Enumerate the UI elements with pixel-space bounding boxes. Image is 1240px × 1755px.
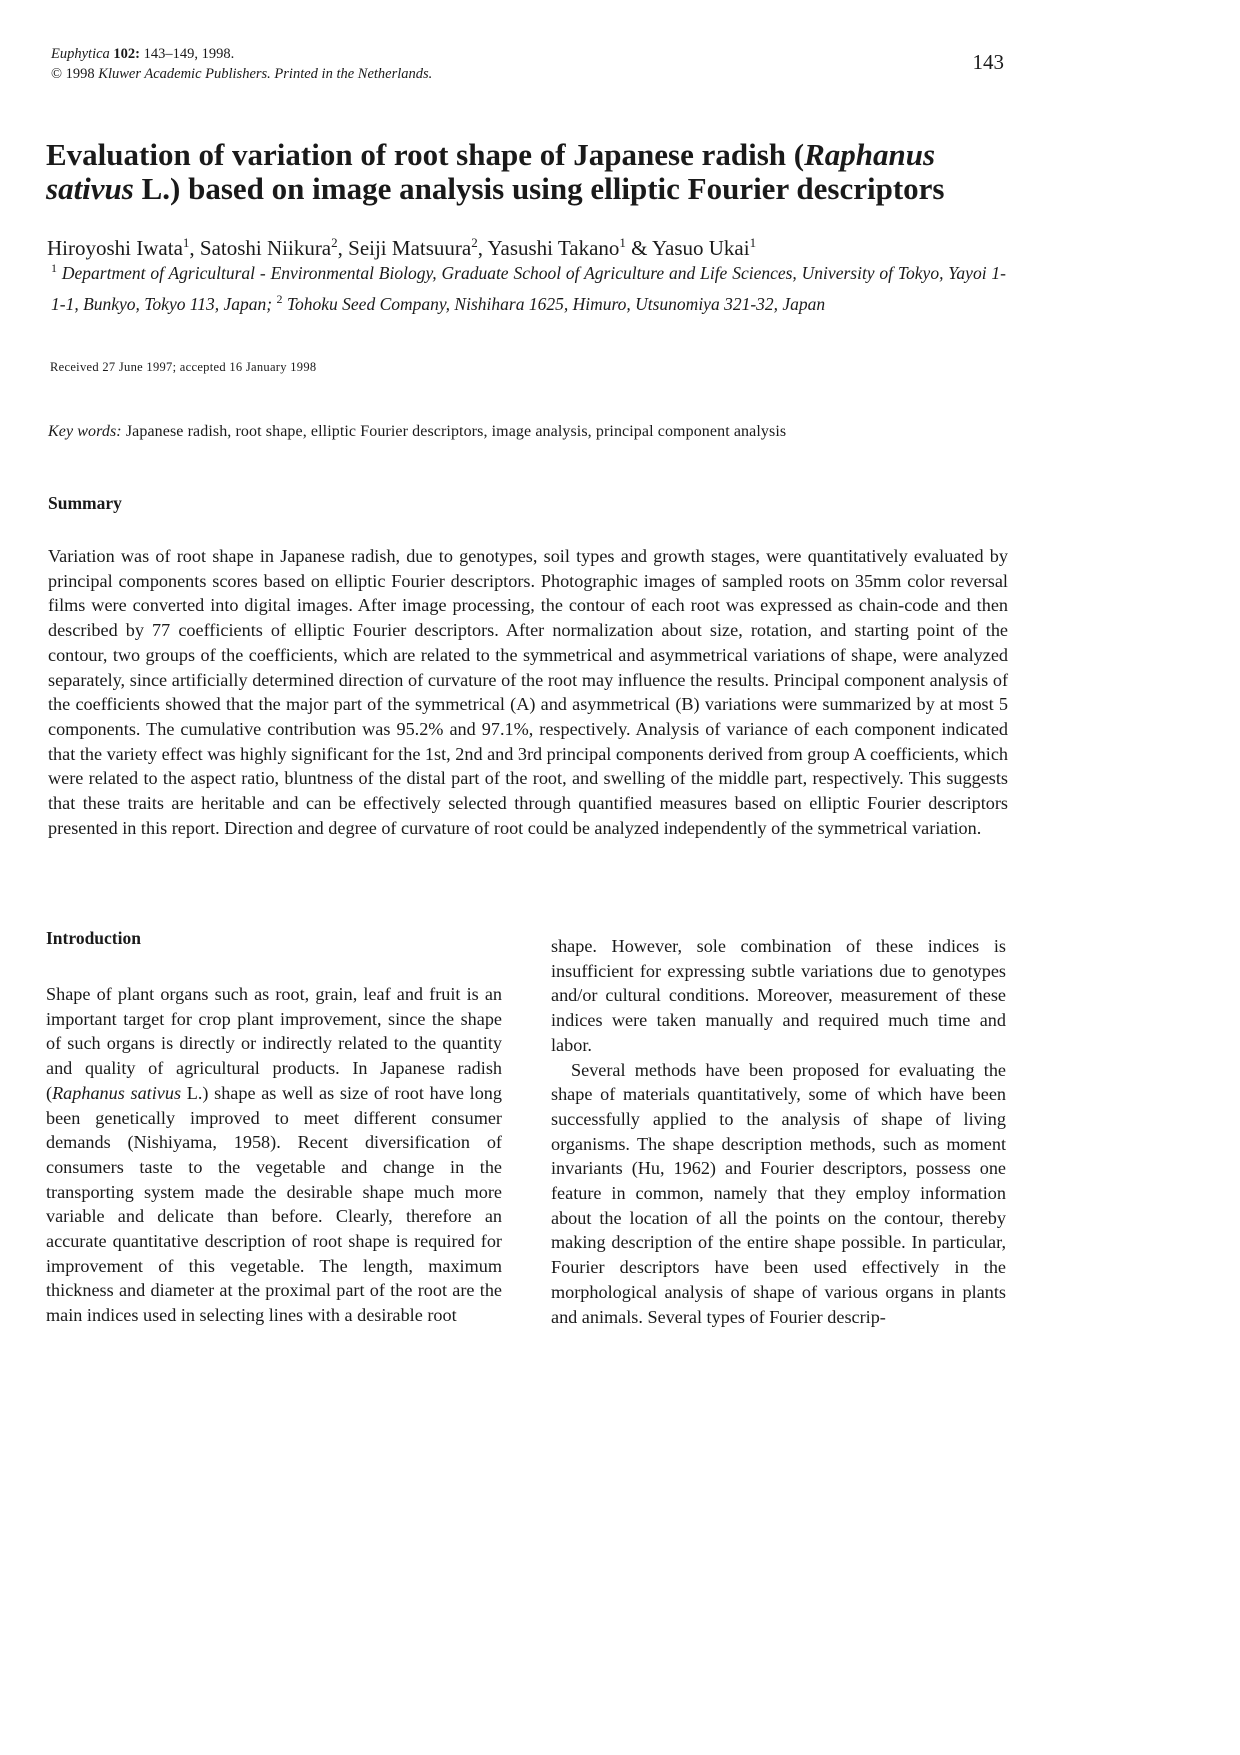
intro-paragraph-1-continued: shape. However, sole combination of these indices is insufficient for expressing subtle variations due to genotypes and/or cultural conditions. Moreover, measurement of these indices were taken manually and required much time and labor. bbox=[551, 936, 1006, 1055]
keywords-text: Japanese radish, root shape, elliptic Fourier descriptors, image analysis, principal component analysis bbox=[125, 423, 787, 440]
citation-line bbox=[51, 44, 432, 64]
journal-name: Euphytica bbox=[51, 46, 110, 62]
publisher: Kluwer Academic Publishers. bbox=[98, 66, 271, 82]
intro-text-b: L.) shape as well as size of root have long been genetically improved to meet different consumer demands (Nishiyama, 1958). Recent diversification of consumers taste to the vegetable and change in the transporting system made the desirable shape much more variable and delicate than before. Clearly, therefore an accurate quantitative description of root shape is required for improvement of this vegetable. The length, maximum thickness and diameter at the proximal part of the root are the main indices used in selecting lines with a desirable root bbox=[46, 1082, 502, 1326]
author-name: Satoshi Niikura bbox=[199, 236, 332, 260]
copyright-year: 1998 bbox=[65, 66, 95, 82]
introduction-heading: Introduction bbox=[46, 928, 141, 948]
author-affiliation-marker: 2 bbox=[471, 235, 478, 250]
intro-paragraph-1 bbox=[46, 982, 502, 1328]
intro-species: Raphanus sativus bbox=[52, 1082, 182, 1103]
author-separator: & bbox=[625, 236, 652, 260]
author-name: Hiroyoshi Iwata bbox=[47, 236, 183, 260]
journal-pages-year: 143–149, 1998. bbox=[143, 46, 235, 62]
author-affiliation-marker: 1 bbox=[619, 235, 626, 250]
journal-header bbox=[51, 44, 432, 84]
affiliation-2: Tohoku Seed Company, Nishihara 1625, Himuro, Utsunomiya 321-32, Japan bbox=[286, 293, 826, 314]
author-affiliation-marker: 2 bbox=[331, 235, 338, 250]
copyright-icon: © bbox=[51, 66, 63, 82]
author-name: Yasushi Takano bbox=[487, 236, 620, 260]
received-accepted-dates: Received 27 June 1997; accepted 16 January 1998 bbox=[50, 360, 317, 374]
printed-in: Printed in the Netherlands. bbox=[274, 66, 433, 82]
author-affiliation-marker: 1 bbox=[182, 235, 190, 250]
copyright-line bbox=[51, 64, 432, 84]
introduction-left-column bbox=[46, 982, 502, 1328]
keywords-label: Key words: bbox=[48, 423, 122, 440]
journal-volume: 102: bbox=[113, 46, 141, 62]
summary-heading: Summary bbox=[48, 493, 122, 513]
title-part-2: L.) based on image analysis using elliptic Fourier descriptors bbox=[133, 171, 945, 206]
summary-paragraph: Variation was of root shape in Japanese radish, due to genotypes, soil types and growth stages, were quantitatively evaluated by principal components scores based on elliptic Fourier descriptors. Photographic images of sampled roots on 35mm color reversal films were converted into digital images. After image processing, the contour of each root was expressed as chain-code and then described by 77 coefficients of elliptic Fourier descriptors. After normalization about size, rotation, and starting point of the contour, two groups of the coefficients, which are related to the symmetrical and asymmetrical variations of shape, were analyzed separately, since artificially determined direction of curvature of the root may influence the results. Principal component analysis of the coefficients showed that the major part of the symmetrical (A) and asymmetrical (B) variations were summarized by at most 5 components. The cumulative contribution was 95.2% and 97.1%, respectively. Analysis of variance of each component indicated that the variety effect was highly significant for the 1st, 2nd and 3rd principal components derived from group A coefficients, which were related to the aspect ratio, bluntness of the distal part of the root, and swelling of the middle part, respectively. This suggests that these traits are heritable and can be effectively selected through quantified measures based on elliptic Fourier descriptors presented in this report. Direction and degree of curvature of root could be analyzed independently of the symmetrical variation. bbox=[48, 546, 1008, 838]
page-number: 143 bbox=[972, 50, 1004, 74]
introduction-right-column bbox=[551, 934, 1006, 1329]
affiliations bbox=[51, 255, 1006, 317]
keywords bbox=[48, 423, 1008, 441]
affiliation-1: Department of Agricultural - Environmental Biology, Graduate School of Agriculture and Life Sciences, University of Tokyo, Yayoi 1-1-1, Bunkyo, Tokyo 113, Japan; bbox=[51, 262, 1007, 314]
author-name: Seiji Matsuura bbox=[348, 236, 472, 260]
author-separator: , bbox=[189, 236, 200, 260]
intro-paragraph-2: Several methods have been proposed for evaluating the shape of materials quantitatively, some of which have been successfully applied to the analysis of shape of living organisms. The shape description methods, such as moment invariants (Hu, 1962) and Fourier descriptors, possess one feature in common, namely that they employ information about the location of all the points on the contour, thereby making description of the entire shape possible. In particular, Fourier descriptors have been used effectively in the morphological analysis of shape of various organs in plants and animals. Several types of Fourier descrip- bbox=[551, 1059, 1006, 1327]
paper-title bbox=[46, 138, 1006, 206]
author-separator: , bbox=[477, 236, 488, 260]
title-species: Raphanus sativus bbox=[46, 137, 936, 206]
affiliation-marker-2: 2 bbox=[276, 291, 283, 306]
intro-text-a: Shape of plant organs such as root, grain, leaf and fruit is an important target for crop plant improvement, since the shape of such organs is directly or indirectly related to the quantity and quality of agricultural products. In Japanese radish ( bbox=[46, 984, 502, 1103]
affiliation-marker-1: 1 bbox=[51, 261, 57, 275]
author-separator: , bbox=[337, 236, 349, 260]
author-name: Yasuo Ukai bbox=[651, 236, 750, 260]
title-part-1: Evaluation of variation of root shape of Japanese radish ( bbox=[46, 137, 805, 172]
author-affiliation-marker: 1 bbox=[749, 235, 757, 250]
